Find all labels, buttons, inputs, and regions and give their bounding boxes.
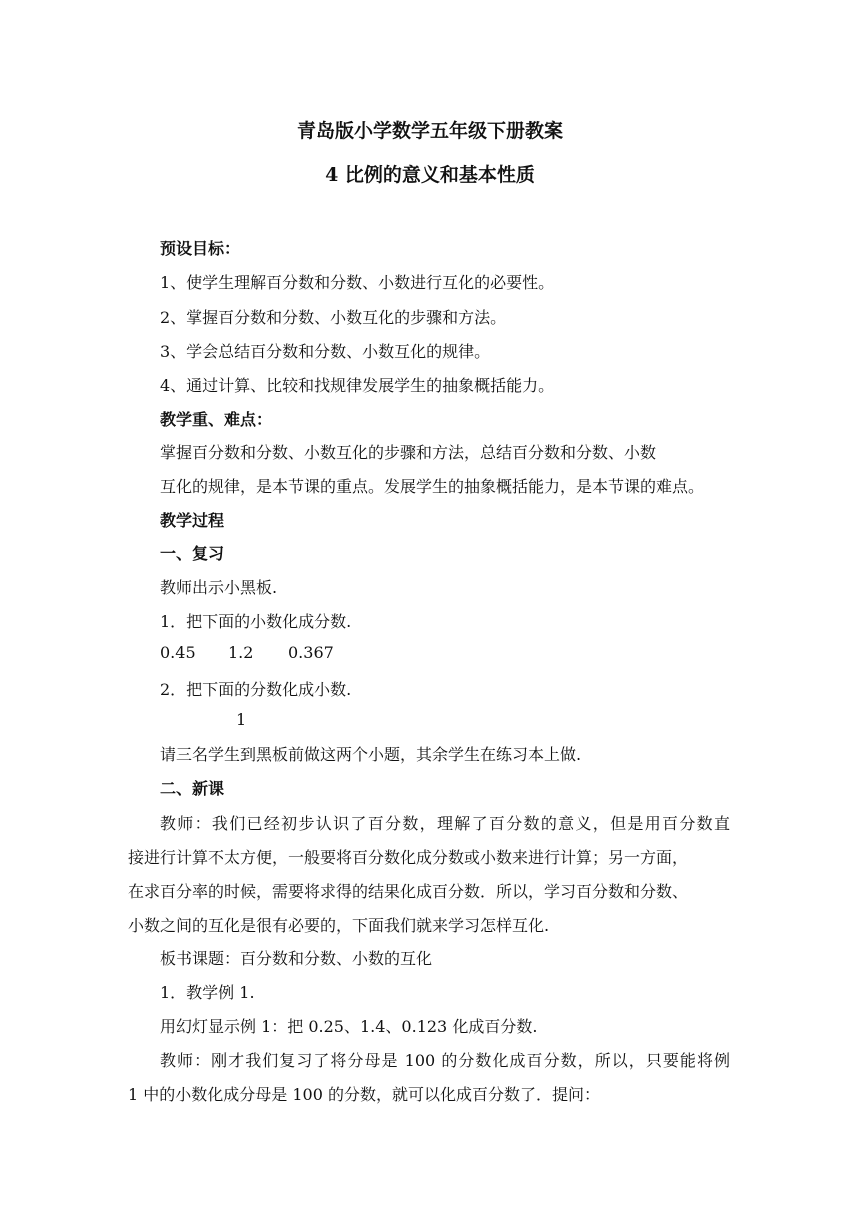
review-line: 教师出示小黑板. [160,578,278,597]
decimal-value: 0.367 [288,643,334,662]
example-line: 用幻灯显示例 1：把 0.25、1.4、0.123 化成百分数. [160,1017,538,1036]
new-lesson-para-line: 接进行计算不太方便，一般要将百分数化成分数或小数来进行计算；另一方面， [128,848,689,867]
review-heading: 一、复习 [160,544,225,563]
new-lesson-para-line: 教师：我们已经初步认识了百分数，理解了百分数的意义，但是用百分数直 [160,814,730,833]
goal-item: 4、通过计算、比较和找规律发展学生的抽象概括能力。 [160,376,555,395]
document-title: 青岛版小学数学五年级下册教案 [296,120,563,142]
goal-item: 1、使学生理解百分数和分数、小数进行互化的必要性。 [160,273,555,292]
focus-line: 互化的规律，是本节课的重点。发展学生的抽象概括能力，是本节课的难点。 [160,477,705,496]
teacher-para-line: 1 中的小数化成分母是 100 的分数，就可以化成百分数了．提问： [128,1085,600,1104]
fraction-numerator: 1 [236,710,247,729]
board-topic: 板书课题：百分数和分数、小数的互化 [160,949,433,968]
goals-heading: 预设目标： [160,239,241,258]
review-followup: 请三名学生到黑板前做这两个小题，其余学生在练习本上做. [160,745,582,764]
decimal-value: 1.2 [228,643,254,662]
goal-item: 2、掌握百分数和分数、小数互化的步骤和方法。 [160,308,507,327]
focus-heading: 教学重、难点： [160,410,273,429]
new-lesson-para-line: 在求百分率的时候，需要将求得的结果化成百分数．所以，学习百分数和分数、 [128,882,689,901]
teacher-para-line: 教师：刚才我们复习了将分母是 100 的分数化成百分数，所以，只要能将例 [160,1051,730,1070]
decimal-value: 0.45 [160,643,196,662]
new-lesson-heading: 二、新课 [160,779,225,798]
focus-line: 掌握百分数和分数、小数互化的步骤和方法，总结百分数和分数、小数 [160,443,657,462]
example-line: 1．教学例 1. [160,983,255,1002]
goal-item: 3、学会总结百分数和分数、小数互化的规律。 [160,342,491,361]
new-lesson-para-line: 小数之间的互化是很有必要的，下面我们就来学习怎样互化. [128,916,550,935]
document-subtitle: 4 比例的意义和基本性质 [325,164,535,186]
process-heading: 教学过程 [160,511,225,530]
review-line: 2．把下面的分数化成小数. [160,680,352,699]
review-line: 1．把下面的小数化成分数. [160,612,352,631]
